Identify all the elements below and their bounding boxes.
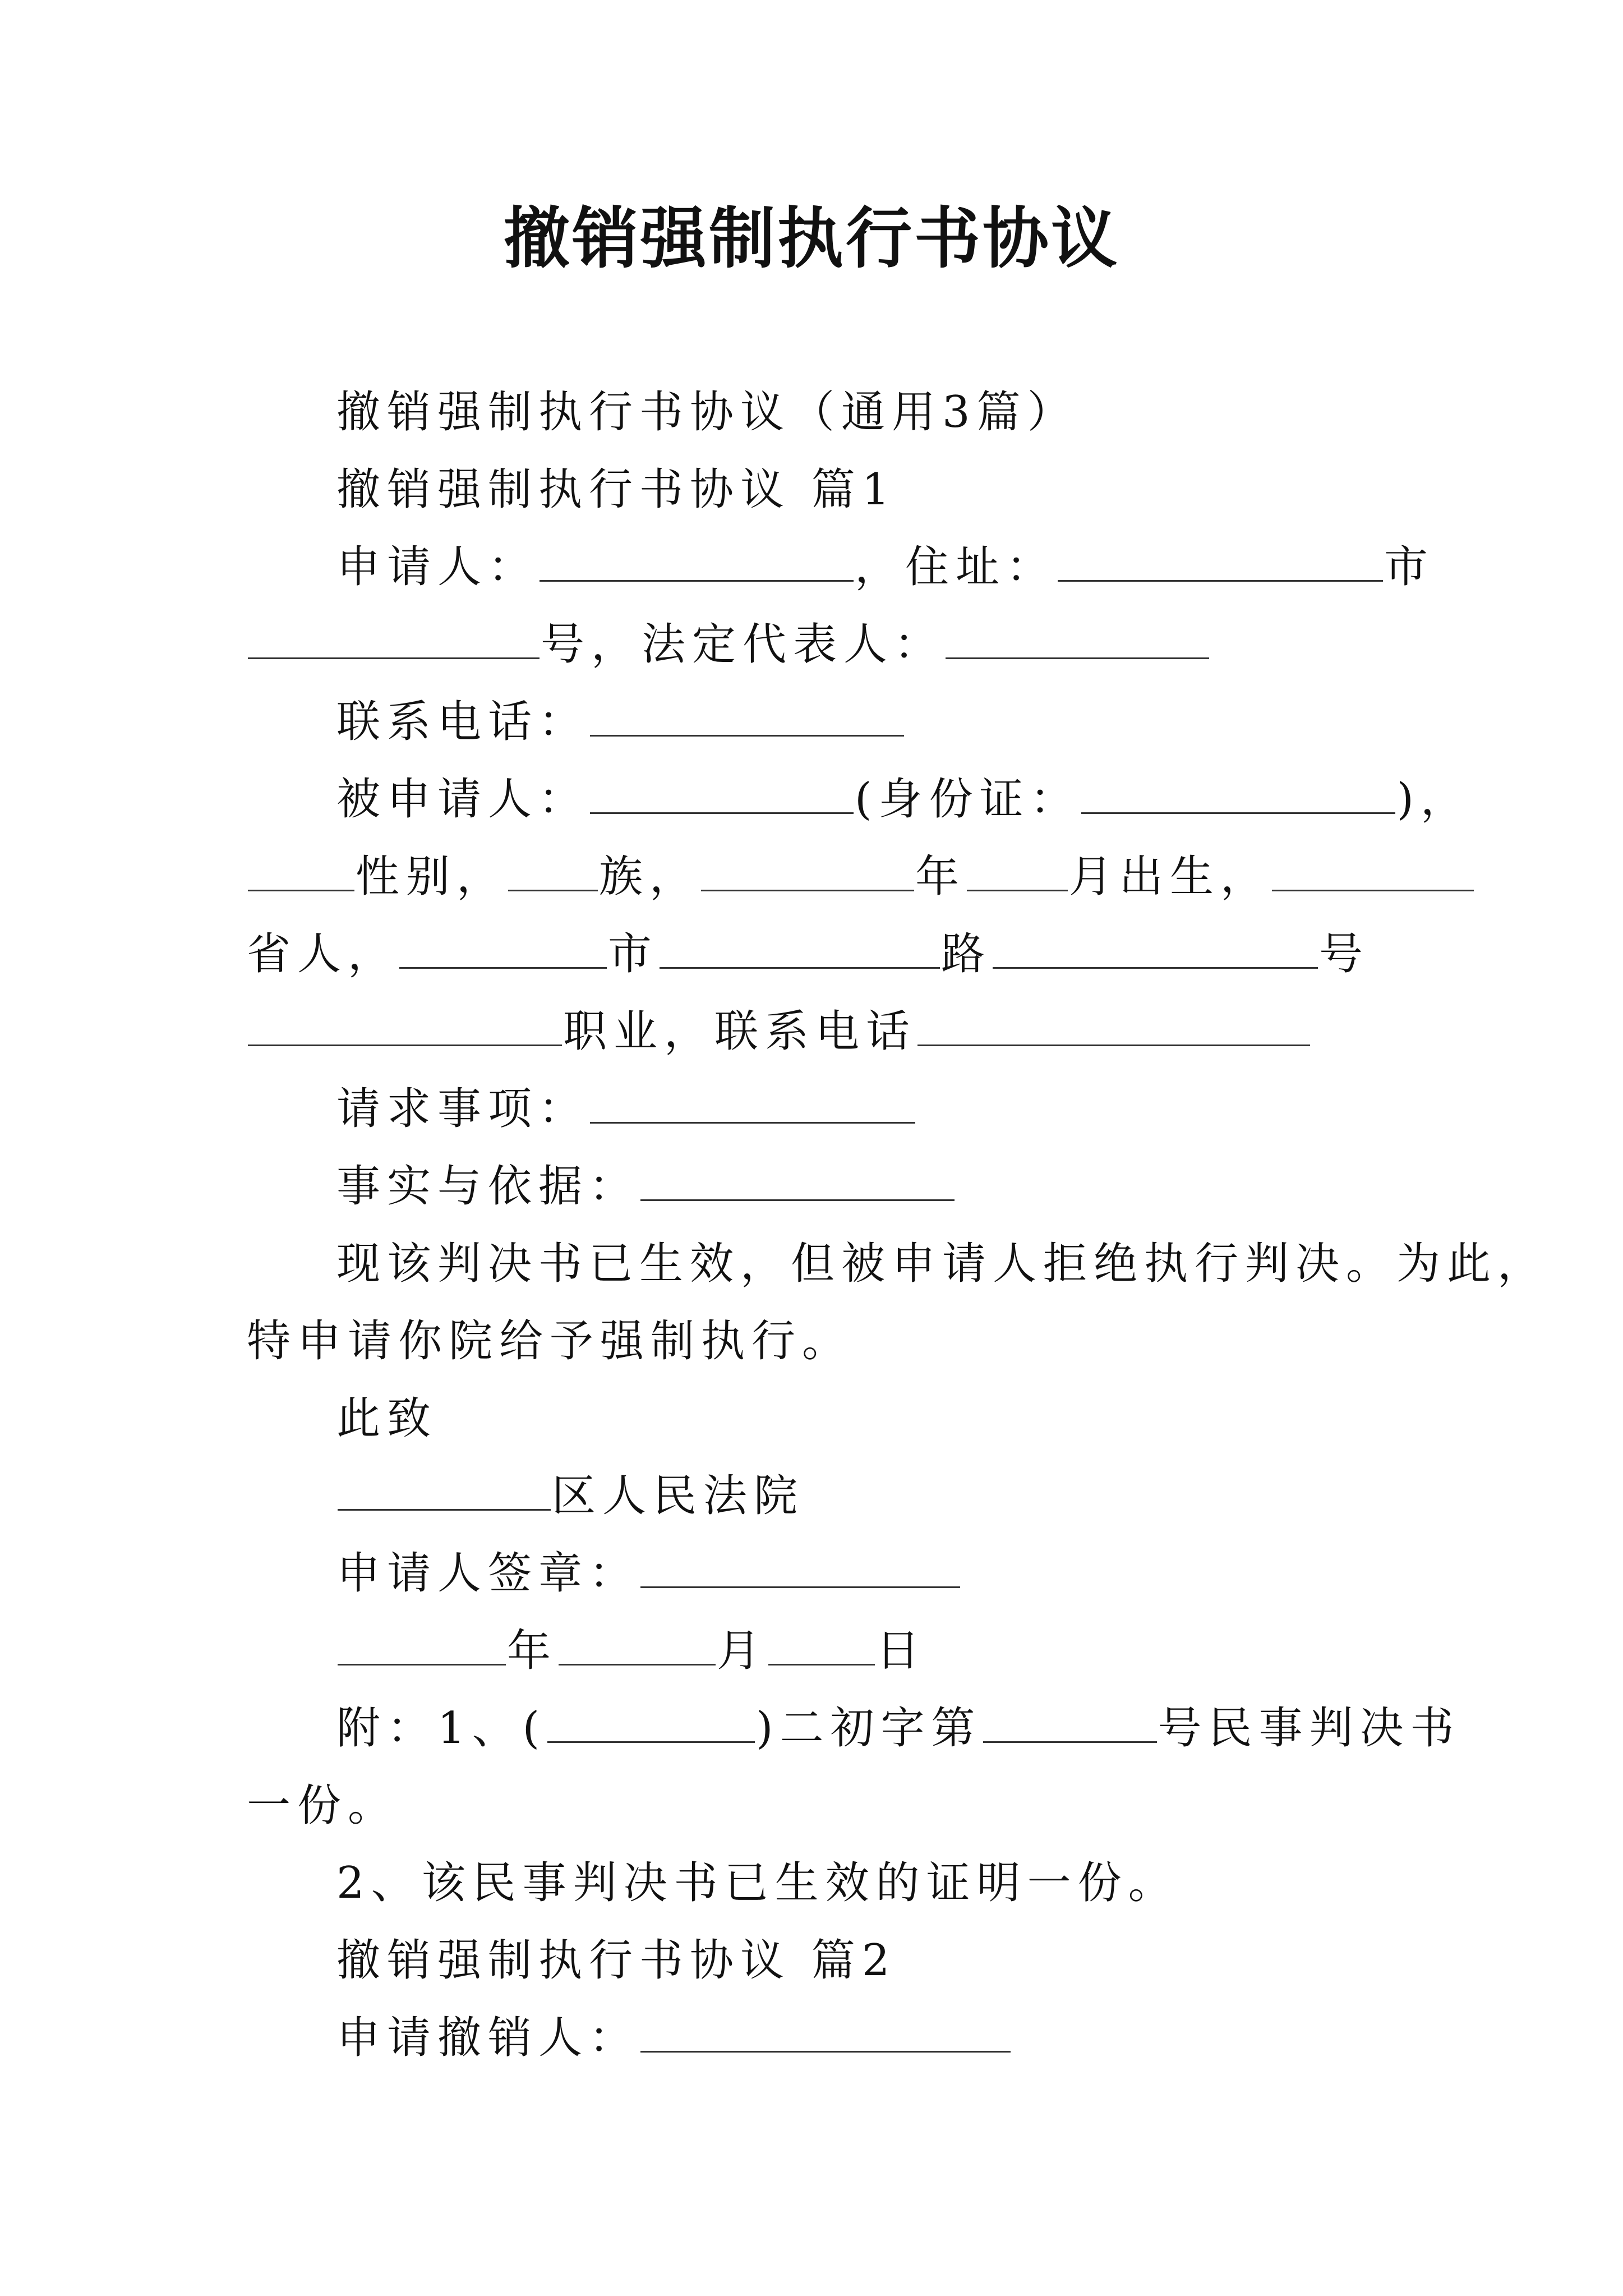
ethnicity-label: 族，	[599, 852, 700, 902]
phone-line	[336, 697, 905, 747]
respondent-line	[336, 774, 1471, 825]
occupation-line	[247, 1006, 1311, 1057]
id-label: (身份证：	[855, 774, 1081, 825]
date-month-blank[interactable]	[559, 1660, 716, 1665]
facts-blank[interactable]	[640, 1196, 955, 1201]
occupation-blank[interactable]	[248, 1041, 562, 1046]
city-blank[interactable]	[399, 964, 607, 969]
date-year-label: 年	[507, 1626, 558, 1676]
id-blank[interactable]	[1081, 809, 1395, 814]
attach1-middle: )二初字第	[756, 1703, 982, 1754]
revoke-applicant-label: 申请撤销人：	[336, 2013, 640, 2063]
id-close: )，	[1396, 774, 1471, 825]
signature-label: 申请人签章：	[336, 1548, 640, 1599]
gender-blank[interactable]	[248, 886, 354, 891]
facts-line	[336, 1161, 956, 1212]
case-code-blank[interactable]	[547, 1738, 755, 1743]
house-number-blank[interactable]	[993, 964, 1318, 969]
document-subtitle: 撤销强制执行书协议（通用3篇）	[336, 387, 1078, 438]
respondent-blank[interactable]	[590, 809, 854, 814]
section2-heading: 撤销强制执行书协议 篇2	[336, 1935, 897, 1986]
gender-label: 性别，	[356, 852, 508, 902]
section1-heading: 撤销强制执行书协议 篇1	[336, 464, 897, 515]
request-label: 请求事项：	[336, 1084, 589, 1134]
residence-line	[247, 929, 1370, 979]
salutation: 此致	[336, 1393, 438, 1444]
attachment-1-line	[336, 1703, 1461, 1754]
province-blank[interactable]	[1272, 886, 1474, 891]
court-line	[336, 1471, 804, 1521]
born-label: 月出生，	[1069, 852, 1271, 902]
revoke-applicant-line	[336, 2013, 1012, 2063]
applicant-label: 申请人：	[336, 542, 539, 592]
address-cont-line	[247, 619, 1210, 670]
number-label: 号	[1319, 929, 1370, 979]
legal-rep-blank[interactable]	[946, 654, 1209, 659]
signature-line	[336, 1548, 961, 1599]
body-line-2: 特申请你院给予强制执行。	[247, 1316, 853, 1366]
attachment-2-line: 2、该民事判决书已生效的证明一份。	[336, 1858, 1179, 1908]
road-blank[interactable]	[660, 964, 940, 969]
date-day-blank[interactable]	[768, 1660, 875, 1665]
date-day-label: 日	[876, 1626, 927, 1676]
street-number-blank[interactable]	[248, 654, 540, 659]
revoke-applicant-blank[interactable]	[640, 2047, 1011, 2053]
province-label: 省人，	[247, 929, 399, 979]
phone-blank[interactable]	[590, 731, 904, 737]
respondent-phone-blank[interactable]	[917, 1041, 1310, 1046]
signature-blank[interactable]	[640, 1583, 960, 1588]
occupation-label: 职业，联系电话	[563, 1006, 917, 1057]
date-month-label: 月	[717, 1626, 768, 1676]
date-line	[336, 1626, 926, 1676]
district-blank[interactable]	[338, 1506, 551, 1511]
date-year-blank[interactable]	[338, 1660, 506, 1665]
personal-info-line	[247, 852, 1475, 902]
document-title: 撤销强制执行书协议	[503, 199, 1119, 277]
applicant-line	[336, 542, 1435, 592]
road-label: 路	[941, 929, 992, 979]
attach1-suffix: 号民事判决书	[1158, 1703, 1461, 1754]
birth-year-blank[interactable]	[701, 886, 914, 891]
facts-label: 事实与依据：	[336, 1161, 640, 1212]
request-blank[interactable]	[590, 1119, 915, 1124]
case-number-blank[interactable]	[983, 1738, 1157, 1743]
year-label: 年	[915, 852, 966, 902]
respondent-label: 被申请人：	[336, 774, 589, 825]
birth-month-blank[interactable]	[967, 886, 1068, 891]
address-label: ，住址：	[855, 542, 1057, 592]
court-label: 区人民法院	[552, 1471, 805, 1521]
phone-label: 联系电话：	[336, 697, 589, 747]
attachment-1-cont: 一份。	[247, 1780, 399, 1831]
attach1-prefix: 附：1、(	[336, 1703, 547, 1754]
ethnicity-blank[interactable]	[508, 886, 598, 891]
address-blank[interactable]	[1058, 577, 1383, 582]
applicant-blank[interactable]	[540, 577, 854, 582]
legal-rep-label: 号，法定代表人：	[541, 619, 945, 670]
city-label: 市	[1384, 542, 1435, 592]
city2-label: 市	[608, 929, 659, 979]
request-line	[336, 1084, 916, 1134]
body-line-1: 现该判决书已生效，但被申请人拒绝执行判决。为此，	[336, 1239, 1548, 1289]
